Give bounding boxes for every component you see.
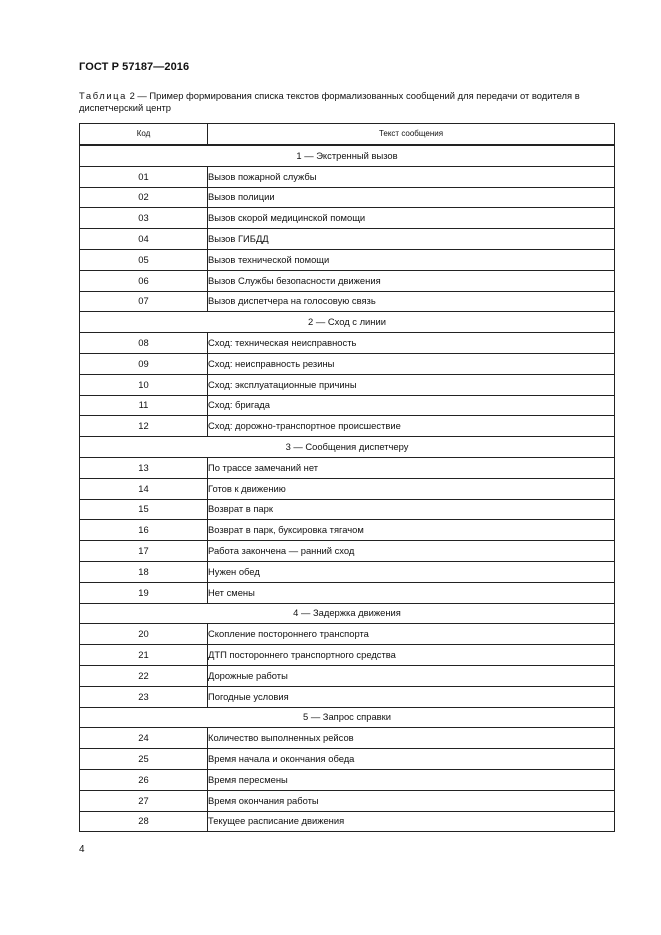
table-row [80, 416, 615, 437]
section-row [80, 707, 615, 728]
table-body [80, 145, 615, 832]
message-text: Работа закончена — ранний сход [208, 541, 615, 562]
table-row [80, 395, 615, 416]
message-text: Скопление постороннего транспорта [208, 624, 615, 645]
message-text: Вызов полиции [208, 187, 615, 208]
message-text: Нет смены [208, 582, 615, 603]
message-code: 26 [80, 769, 208, 790]
message-code: 10 [80, 374, 208, 395]
table-row [80, 728, 615, 749]
table-caption-label: Таблица [79, 90, 127, 101]
message-code: 02 [80, 187, 208, 208]
table-row [80, 686, 615, 707]
message-text: Сход: техническая неисправность [208, 333, 615, 354]
message-text: Возврат в парк, буксировка тягачом [208, 520, 615, 541]
section-title: 1 — Экстренный вызов [80, 145, 615, 166]
message-text: Время начала и окончания обеда [208, 749, 615, 770]
messages-table [79, 123, 615, 832]
section-title: 4 — Задержка движения [80, 603, 615, 624]
table-row [80, 520, 615, 541]
message-code: 09 [80, 353, 208, 374]
table-caption-text: 2 — Пример формирования списка текстов формализованных сообщений для передачи от водителя в диспетчерский центр [79, 90, 580, 113]
table-row [80, 374, 615, 395]
message-code: 25 [80, 749, 208, 770]
message-text: Готов к движению [208, 478, 615, 499]
section-row [80, 603, 615, 624]
message-text: Время пересмены [208, 769, 615, 790]
message-code: 18 [80, 561, 208, 582]
table-row [80, 499, 615, 520]
table-row [80, 769, 615, 790]
table-row [80, 270, 615, 291]
message-code: 04 [80, 229, 208, 250]
table-row [80, 333, 615, 354]
message-text: Вызов пожарной службы [208, 166, 615, 187]
message-text: Вызов ГИБДД [208, 229, 615, 250]
section-title: 5 — Запрос справки [80, 707, 615, 728]
table-row [80, 561, 615, 582]
message-text: Вызов технической помощи [208, 249, 615, 270]
message-text: Сход: неисправность резины [208, 353, 615, 374]
table-row [80, 811, 615, 832]
column-header-code: Код [80, 124, 208, 146]
message-code: 17 [80, 541, 208, 562]
table-row [80, 229, 615, 250]
table-row [80, 249, 615, 270]
table-row [80, 645, 615, 666]
message-code: 15 [80, 499, 208, 520]
document-title: ГОСТ Р 57187—2016 [79, 61, 190, 73]
message-code: 27 [80, 790, 208, 811]
table-row [80, 749, 615, 770]
table-header-row [80, 124, 615, 146]
message-text: Время окончания работы [208, 790, 615, 811]
message-code: 11 [80, 395, 208, 416]
table-row [80, 624, 615, 645]
message-text: Вызов Службы безопасности движения [208, 270, 615, 291]
message-code: 20 [80, 624, 208, 645]
message-text: Сход: бригада [208, 395, 615, 416]
table-row [80, 208, 615, 229]
section-row [80, 312, 615, 333]
message-code: 16 [80, 520, 208, 541]
message-code: 08 [80, 333, 208, 354]
message-code: 07 [80, 291, 208, 312]
message-text: Сход: эксплуатационные причины [208, 374, 615, 395]
message-text: Возврат в парк [208, 499, 615, 520]
message-code: 13 [80, 457, 208, 478]
section-row [80, 145, 615, 166]
message-code: 28 [80, 811, 208, 832]
message-text: Дорожные работы [208, 665, 615, 686]
message-code: 05 [80, 249, 208, 270]
table-row [80, 291, 615, 312]
message-text: Вызов диспетчера на голосовую связь [208, 291, 615, 312]
message-code: 12 [80, 416, 208, 437]
message-code: 22 [80, 665, 208, 686]
section-title: 2 — Сход с линии [80, 312, 615, 333]
table-row [80, 665, 615, 686]
message-code: 19 [80, 582, 208, 603]
table-row [80, 541, 615, 562]
message-text: Количество выполненных рейсов [208, 728, 615, 749]
table-row [80, 166, 615, 187]
table-row [80, 457, 615, 478]
table-row [80, 187, 615, 208]
section-title: 3 — Сообщения диспетчеру [80, 437, 615, 458]
table-row [80, 790, 615, 811]
message-text: По трассе замечаний нет [208, 457, 615, 478]
message-text: ДТП постороннего транспортного средства [208, 645, 615, 666]
message-text: Погодные условия [208, 686, 615, 707]
column-header-text: Текст сообщения [208, 124, 615, 146]
message-code: 14 [80, 478, 208, 499]
message-code: 01 [80, 166, 208, 187]
table-caption [79, 90, 617, 114]
message-code: 21 [80, 645, 208, 666]
message-text: Сход: дорожно-транспортное происшествие [208, 416, 615, 437]
table-row [80, 478, 615, 499]
table-row [80, 582, 615, 603]
page-number: 4 [79, 844, 85, 855]
message-code: 03 [80, 208, 208, 229]
message-code: 23 [80, 686, 208, 707]
section-row [80, 437, 615, 458]
table-row [80, 353, 615, 374]
message-code: 06 [80, 270, 208, 291]
message-text: Вызов скорой медицинской помощи [208, 208, 615, 229]
message-code: 24 [80, 728, 208, 749]
message-text: Текущее расписание движения [208, 811, 615, 832]
message-text: Нужен обед [208, 561, 615, 582]
